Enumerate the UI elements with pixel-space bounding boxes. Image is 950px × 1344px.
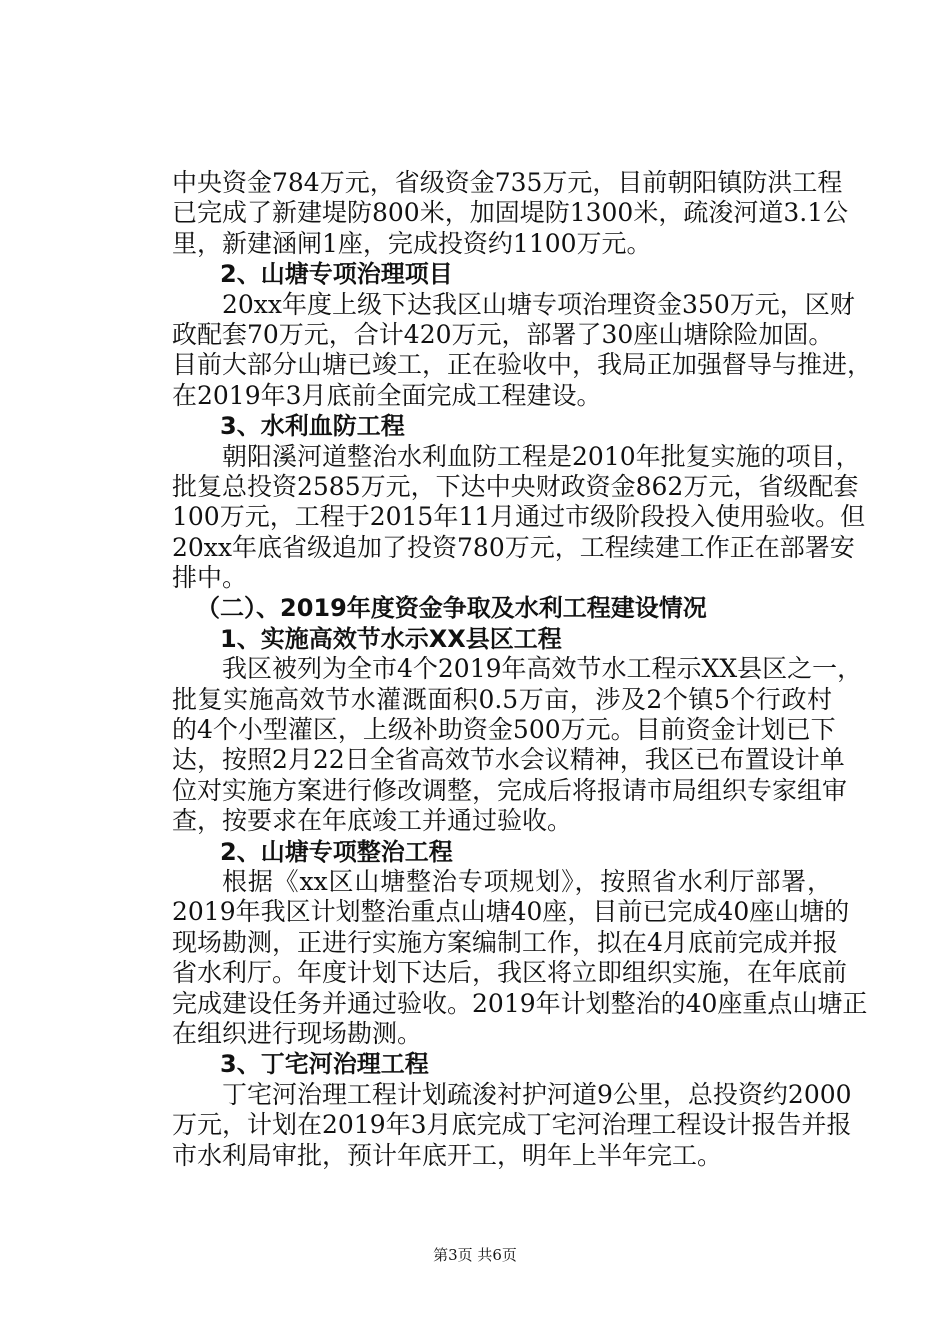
text-line: 政配套70万元，合计420万元，部署了30座山塘除险加固。 [172, 319, 834, 349]
subsection-heading: 3、水利血防工程 [220, 412, 405, 441]
paragraph [172, 1079, 852, 1171]
text-line: 达，按照2月22日全省高效节水会议精神，我区已布置设计单 [172, 745, 845, 775]
document-body [172, 168, 873, 1171]
text-line: 已完成了新建堤防800米，加固堤防1300米，疏浚河道3.1公 [172, 198, 849, 228]
text-line: 根据《xx区山塘整治专项规划》，按照省水利厅部署， [222, 866, 832, 896]
subsection-heading: 2、山塘专项治理项目 [220, 260, 453, 289]
text-line: 的4个小型灌区，上级补助资金500万元。目前资金计划已下 [172, 715, 836, 745]
text-line: 中央资金784万元，省级资金735万元，目前朝阳镇防洪工程 [172, 168, 843, 197]
text-line: 现场勘测，正进行实施方案编制工作，拟在4月底前完成并报 [172, 927, 838, 957]
text-line: 批复实施高效节水灌溉面积0.5万亩，涉及2个镇5个行政村 [172, 684, 832, 714]
text-line: 排中。 [172, 563, 248, 593]
text-line: 在组织进行现场勘测。 [172, 1018, 423, 1048]
text-line: 2019年我区计划整治重点山塘40座，目前已完成40座山塘的 [172, 897, 850, 927]
text-line: 批复总投资2585万元，下达中央财政资金862万元，省级配套 [172, 471, 859, 501]
text-line: 万元，计划在2019年3月底完成丁宅河治理工程设计报告并报 [172, 1110, 852, 1140]
text-line: 20xx年度上级下达我区山塘专项治理资金350万元，区财 [222, 289, 855, 319]
text-line: 查，按要求在年底竣工并通过验收。 [172, 806, 573, 836]
paragraph [172, 654, 863, 836]
page-number-footer: 第3页 共6页 [433, 1246, 517, 1264]
paragraph [172, 289, 873, 412]
text-line: 我区被列为全市4个2019年高效节水工程示XX县区之一， [222, 654, 863, 684]
text-line: 市水利局审批，预计年底开工，明年上半年完工。 [172, 1140, 723, 1170]
text-line: 20xx年底省级追加了投资780万元，工程续建工作正在部署安 [172, 532, 855, 562]
subsection-heading: 3、丁宅河治理工程 [220, 1050, 429, 1079]
text-line: 100万元，工程于2015年11月通过市级阶段投入使用验收。但 [172, 502, 866, 532]
paragraph [172, 866, 868, 1049]
subsection-heading: 1、实施高效节水示XX县区工程 [220, 624, 562, 653]
text-line: 丁宅河治理工程计划疏浚衬护河道9公里，总投资约2000 [222, 1079, 852, 1109]
paragraph [172, 168, 849, 259]
text-line: 完成建设任务并通过验收。2019年计划整治的40座重点山塘正 [172, 988, 868, 1018]
text-line: 在2019年3月底前全面完成工程建设。 [172, 380, 602, 410]
text-line: 朝阳溪河道整治水利血防工程是2010年批复实施的项目， [222, 441, 861, 471]
subsection-heading: 2、山塘专项整治工程 [220, 837, 453, 866]
text-line: 省水利厅。年度计划下达后，我区将立即组织实施，在年底前 [172, 958, 848, 988]
paragraph [172, 441, 866, 594]
text-line: 位对实施方案进行修改调整，完成后将报请市局组织专家组审 [172, 775, 848, 805]
section-heading: （二）、2019年度资金争取及水利工程建设情况 [196, 594, 707, 623]
text-line: 里，新建涵闸1座，完成投资约1100万元。 [172, 228, 652, 258]
text-line: 目前大部分山塘已竣工，正在验收中，我局正加强督导与推进， [172, 350, 873, 380]
